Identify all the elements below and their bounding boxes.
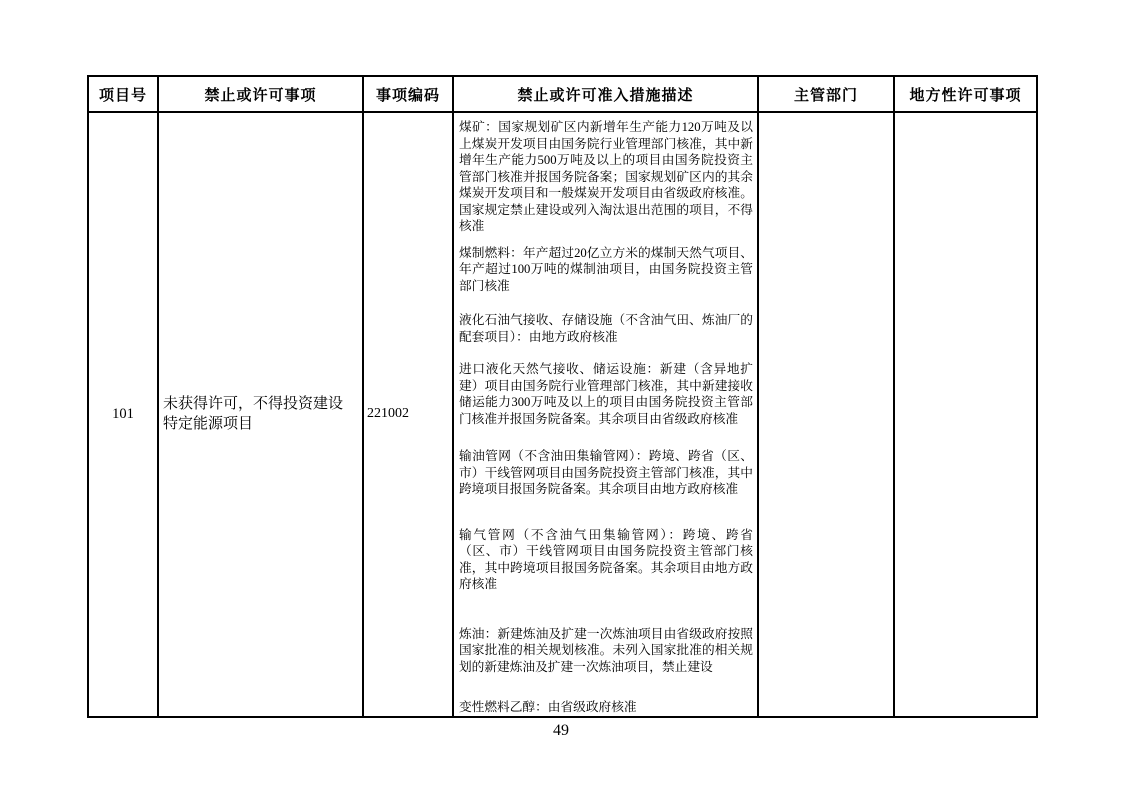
cell-item-code: 221002 — [363, 112, 453, 717]
measure-paragraph-gas-pipeline: 输气管网（不含油气田集输管网）：跨境、跨省（区、市）干线管网项目由国务院投资主管部门核准，其中跨境项目报国务院备案。其余项目由地方政府核准 — [459, 527, 753, 591]
page-number: 49 — [553, 722, 569, 739]
cell-local-permit — [894, 112, 1037, 717]
measure-paragraph-lng-import: 进口液化天然气接收、储运设施：新建（含异地扩建）项目由国务院行业管理部门核准，其中新建接收储运能力300万吨及以上的项目由国务院投资主管部门核准并报国务院备案。其余项目由省级政府核准 — [459, 362, 753, 426]
col-header-department: 主管部门 — [758, 76, 894, 112]
cell-project-no: 101 — [88, 112, 158, 717]
cell-department — [758, 112, 894, 717]
col-header-project-no: 项目号 — [88, 76, 158, 112]
col-header-item: 禁止或许可事项 — [158, 76, 363, 112]
measure-paragraph-fuel-ethanol: 变性燃料乙醇：由省级政府核准 — [459, 700, 637, 714]
cell-item: 未获得许可，不得投资建设特定能源项目 — [158, 112, 363, 717]
permit-table — [87, 75, 1038, 718]
col-header-local-permit: 地方性许可事项 — [894, 76, 1037, 112]
measure-paragraph-oil-pipeline: 输油管网（不含油田集输管网）：跨境、跨省（区、市）干线管网项目由国务院投资主管部门核准，其中跨境项目报国务院备案。其余项目由地方政府核准 — [459, 449, 753, 496]
measure-paragraph-coal-mine: 煤矿：国家规划矿区内新增年生产能力120万吨及以上煤炭开发项目由国务院行业管理部门核准，其中新增年生产能力500万吨及以上的项目由国务院投资主管部门核准并报国务院备案；国家规划矿区内的其余煤炭开发项目和一般煤炭开发项目由省级政府核准。国家规定禁止建设或列入淘汰退出范围的项目，不得核准 — [459, 120, 753, 233]
measure-paragraph-refining: 炼油：新建炼油及扩建一次炼油项目由省级政府按照国家批准的相关规划核准。未列入国家批准的相关规划的新建炼油及扩建一次炼油项目，禁止建设 — [459, 626, 753, 674]
table-header-row — [88, 76, 1037, 112]
measure-paragraph-coal-fuel: 煤制燃料：年产超过20亿立方米的煤制天然气项目、年产超过100万吨的煤制油项目，由国务院投资主管部门核准 — [459, 245, 753, 293]
table-row — [88, 112, 1037, 717]
cell-measures — [453, 112, 758, 717]
col-header-measures: 禁止或许可准入措施描述 — [453, 76, 758, 112]
col-header-item-code: 事项编码 — [363, 76, 453, 112]
measure-paragraph-lpg-storage: 液化石油气接收、存储设施（不含油气田、炼油厂的配套项目）：由地方政府核准 — [459, 313, 753, 344]
